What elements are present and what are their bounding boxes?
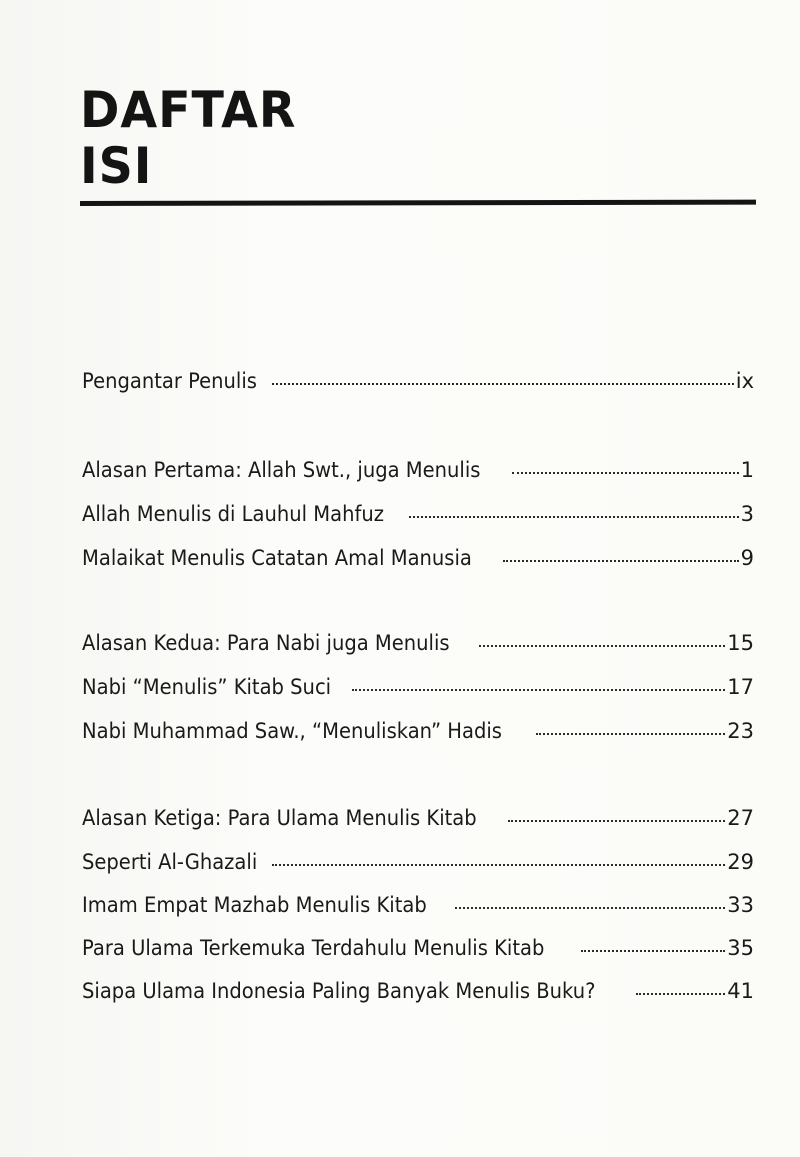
toc-leader-dots: [455, 907, 726, 909]
page-title: [80, 82, 296, 194]
toc-leader-dots: [409, 516, 739, 518]
toc-entry: [82, 672, 754, 702]
toc-entry: [82, 976, 754, 1006]
toc-entry-label: Alasan Pertama: Allah Swt., juga Menulis: [82, 458, 481, 482]
toc-entry-page: 41: [727, 979, 754, 1003]
toc-leader-dots: [512, 472, 738, 474]
toc-entry: [82, 366, 754, 396]
toc-leader-dots: [636, 993, 725, 995]
toc-entry-label: Para Ulama Terkemuka Terdahulu Menulis Kitab: [82, 936, 545, 960]
toc-leader-dots: [272, 383, 734, 385]
toc-entry: [82, 933, 754, 963]
toc-entry-page: 1: [740, 458, 754, 482]
toc-leader-dots: [479, 645, 725, 647]
toc-entry-label: Malaikat Menulis Catatan Amal Manusia: [82, 546, 472, 570]
toc-entry-label: Nabi Muhammad Saw., “Menuliskan” Hadis: [82, 719, 502, 743]
toc-entry-label: Imam Empat Mazhab Menulis Kitab: [82, 893, 427, 917]
toc-entry-label: Seperti Al-Ghazali: [82, 850, 258, 874]
toc-entry-page: 33: [727, 893, 754, 917]
toc-entry-label: Alasan Ketiga: Para Ulama Menulis Kitab: [82, 806, 477, 830]
toc-entry-page: 3: [740, 502, 754, 526]
toc-leader-dots: [508, 820, 725, 822]
toc-entry-page: 35: [727, 936, 754, 960]
toc-leader-dots: [536, 733, 726, 735]
toc-entry-label: Alasan Kedua: Para Nabi juga Menulis: [82, 631, 450, 655]
toc-entry: [82, 847, 754, 877]
toc-entry: [82, 628, 754, 658]
toc-entry-page: 9: [740, 546, 754, 570]
toc-entry-page: 17: [727, 675, 754, 699]
toc-leader-dots: [272, 864, 725, 866]
toc-entry-page: 27: [727, 806, 754, 830]
toc-entry-label: Pengantar Penulis: [82, 369, 257, 393]
toc-entry-page: ix: [735, 369, 754, 393]
toc-entry: [82, 455, 754, 485]
toc-leader-dots: [352, 689, 725, 691]
toc-entry-label: Siapa Ulama Indonesia Paling Banyak Menulis Buku?: [82, 979, 596, 1003]
toc-leader-dots: [503, 560, 738, 562]
toc-entry: [82, 803, 754, 833]
toc-entry: [82, 499, 754, 529]
title-line-1: DAFTAR: [80, 81, 297, 139]
toc-entry: [82, 890, 754, 920]
toc-entry-page: 29: [727, 850, 754, 874]
toc-entry: [82, 716, 754, 746]
toc-leader-dots: [581, 950, 725, 952]
toc-entry-label: Nabi “Menulis” Kitab Suci: [82, 675, 332, 699]
toc-entry-page: 15: [727, 631, 754, 655]
toc-entry: [82, 543, 754, 573]
toc-entry-page: 23: [727, 719, 754, 743]
title-line-2: ISI: [80, 137, 153, 195]
toc-entry-label: Allah Menulis di Lauhul Mahfuz: [82, 502, 384, 526]
title-divider: [80, 200, 756, 206]
